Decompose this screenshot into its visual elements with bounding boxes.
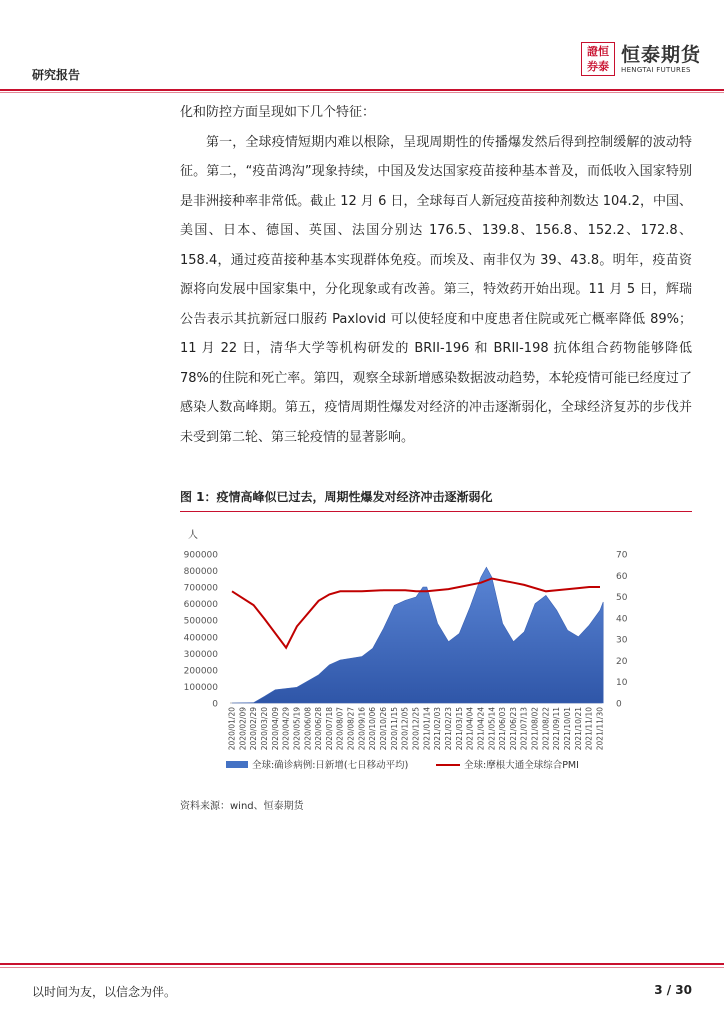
y-axis-right-tick-label: 70 [616, 550, 628, 561]
x-axis-tick-label: 2020/07/18 [324, 707, 334, 751]
x-axis-tick-label: 2020/01/20 [227, 707, 237, 751]
paragraph: 化和防控方面呈现如下几个特征： [180, 105, 376, 120]
x-axis-tick-label: 2020/08/07 [335, 707, 345, 751]
footer-divider [0, 963, 724, 965]
x-axis-tick-label: 2021/03/15 [454, 707, 464, 751]
x-axis-tick-label: 2021/11/30 [595, 707, 605, 751]
y-axis-right-tick-label: 20 [616, 656, 628, 667]
x-axis-tick-label: 2020/08/27 [346, 707, 356, 751]
y-axis-right-tick-label: 10 [616, 678, 628, 689]
header-label: 研究报告 [32, 68, 81, 82]
y-axis-left-tick-label: 800000 [183, 567, 218, 578]
x-axis-tick-label: 2020/06/28 [314, 707, 324, 751]
x-axis-tick-label: 2020/06/08 [303, 707, 313, 751]
footer-divider-thin [0, 967, 724, 968]
x-axis-tick-label: 2020/12/05 [400, 707, 410, 751]
x-axis-tick-label: 2021/11/10 [584, 707, 594, 751]
company-logo [581, 42, 711, 78]
x-axis-tick-label: 2020/10/26 [379, 707, 388, 751]
x-axis-tick-label: 2021/01/14 [422, 707, 432, 751]
x-axis-tick-label: 2021/06/03 [498, 707, 508, 751]
paragraph: 第一，全球疫情短期内难以根除，呈现周期性的传播爆发然后得到控制缓解的波动特征。第二，“疫苗鸿沟”现象持续，中国及发达国家疫苗接种基本普及，而低收入国家特别是非洲接种率非常低。截止 12 月 6 日，全球每百人新冠疫苗接种剂数达 104.2，中国、美国、日本、德国、英国、法国分别达 176.5、139.8、156.8、152.2、172.8、158.4，通过疫苗接种基本实现群体免疫。而埃及、南非仅为 39、43.8。明年，疫苗资源将向发展中国家集中，分化现象或有改善。第三，特效药开始出现。11 月 5 日，辉瑞公告表示其抗新冠口服药 Paxlovid 可以使轻度和中度患者住院或死亡概率降低 89%；11 月 22 日，清华大学等机构研发的 BRII-196 和 BRII-198 抗体组合药物能够降低 78%的住院和死亡率。第四，观察全球新增感染数据波动趋势，本轮疫情可能已经度过了感染人数高峰期。第五，疫情周期性爆发对经济的冲击逐渐弱化，全球经济复苏的步伐并未受到第二轮、第三轮疫情的显著影响。 [180, 134, 692, 445]
x-axis-tick-label: 2020/02/29 [249, 707, 259, 751]
y-axis-left-tick-label: 400000 [183, 633, 218, 644]
page-number: 3 / 30 [654, 983, 692, 997]
x-axis-tick-label: 2020/11/15 [389, 707, 399, 751]
x-axis-tick-label: 2021/10/21 [573, 707, 583, 751]
x-axis-tick-label: 2021/06/23 [508, 707, 518, 751]
y-axis-left-tick-label: 0 [212, 699, 218, 710]
footer-motto: 以时间为友，以信念为伴。 [32, 985, 177, 999]
legend-label-area: 全球:确诊病例:日新增(七日移动平均) [252, 760, 409, 771]
y-axis-right-tick-label: 50 [616, 593, 628, 604]
logo-english-name: HENGTAI FUTURES [621, 66, 691, 74]
chart-svg [180, 516, 636, 782]
header-divider-thin [0, 92, 724, 93]
x-axis-tick-label: 2020/05/19 [292, 707, 302, 751]
y-axis-left-tick-label: 200000 [183, 666, 218, 677]
y-axis-unit-label: 人 [188, 530, 198, 541]
x-axis-tick-label: 2020/02/09 [238, 707, 248, 751]
chart [180, 516, 636, 782]
x-axis-tick-label: 2021/08/22 [541, 707, 551, 751]
figure-title-divider [180, 511, 692, 512]
x-axis-tick-label: 2021/05/14 [487, 707, 497, 751]
x-axis-tick-label: 2021/07/13 [519, 707, 529, 751]
y-axis-left-tick-label: 500000 [183, 616, 218, 627]
y-axis-right-tick-label: 30 [616, 635, 628, 646]
y-axis-right-tick-label: 0 [616, 699, 622, 710]
body-text [180, 98, 692, 452]
figure-title: 图 1：疫情高峰似已过去，周期性爆发对经济冲击逐渐弱化 [180, 490, 493, 504]
y-axis-right-tick-label: 60 [616, 571, 628, 582]
x-axis-tick-label: 2021/02/23 [444, 707, 453, 751]
x-axis-tick-label: 2021/02/03 [433, 707, 443, 751]
x-axis-tick-label: 2021/08/02 [530, 707, 540, 751]
series-area-daily-cases [232, 567, 603, 703]
x-axis-tick-label: 2021/09/11 [552, 707, 562, 751]
y-axis-left-tick-label: 600000 [183, 600, 218, 611]
x-axis-tick-label: 2020/10/06 [368, 707, 378, 751]
legend-swatch-area [226, 761, 248, 768]
legend-label-line: 全球:摩根大通全球综合PMI [464, 760, 579, 771]
y-axis-left-tick-label: 700000 [183, 583, 218, 594]
y-axis-left-tick-label: 900000 [183, 550, 218, 561]
y-axis-left-tick-label: 100000 [183, 682, 218, 693]
x-axis-tick-label: 2021/04/04 [465, 707, 475, 751]
logo-seal-icon: 證恒 券泰 [581, 42, 615, 76]
x-axis-tick-label: 2021/10/01 [563, 707, 572, 751]
figure-source: 资料来源：wind、恒泰期货 [180, 801, 304, 812]
x-axis-tick-label: 2020/04/29 [281, 707, 291, 751]
y-axis-left-tick-label: 300000 [183, 649, 218, 660]
x-axis-tick-label: 2020/04/09 [270, 707, 280, 751]
x-axis-tick-label: 2021/04/24 [476, 707, 486, 751]
x-axis-tick-label: 2020/09/16 [357, 707, 367, 751]
logo-chinese-name: 恒泰期货 [621, 44, 702, 66]
y-axis-right-tick-label: 40 [616, 614, 628, 625]
x-axis-tick-label: 2020/03/20 [260, 707, 269, 751]
header-divider [0, 88, 724, 91]
x-axis-tick-label: 2020/12/25 [411, 707, 421, 751]
